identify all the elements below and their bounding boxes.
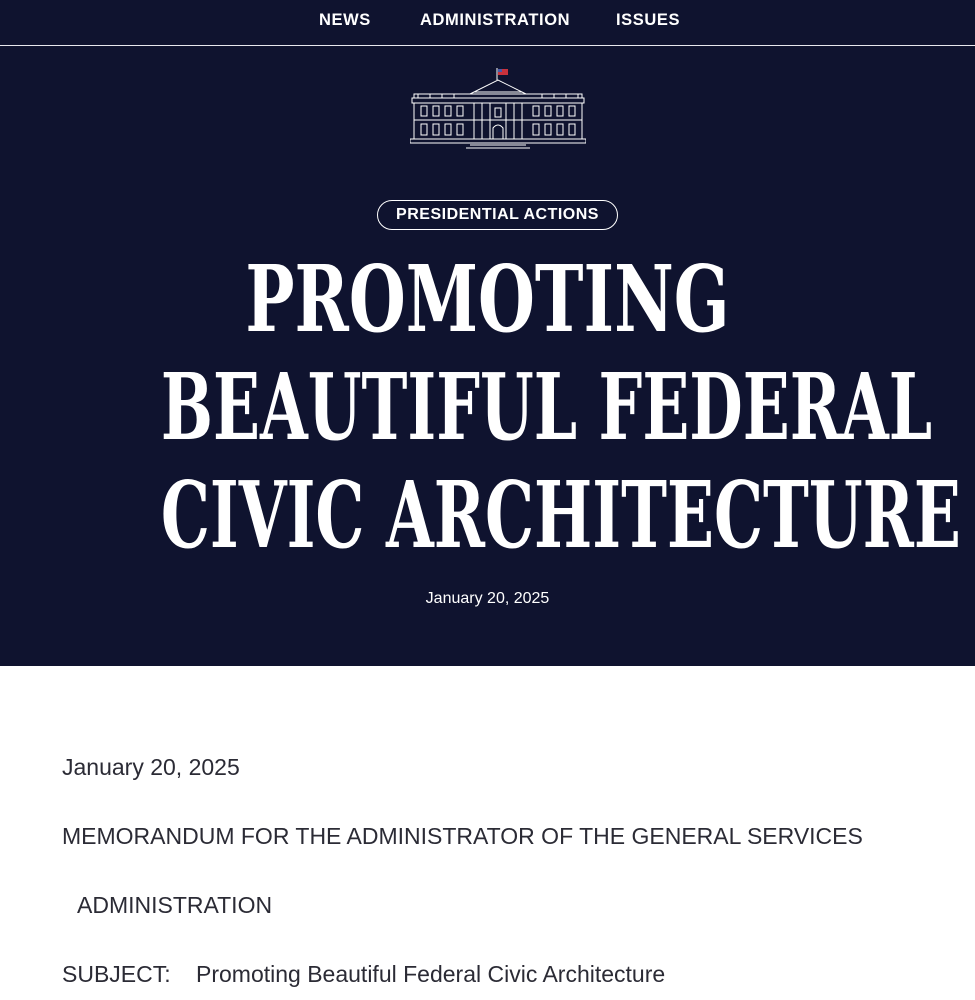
- memo-addressee-line: MEMORANDUM FOR THE ADMINISTRATOR OF THE GENERAL SERVICES: [62, 823, 863, 849]
- white-house-icon[interactable]: [410, 66, 586, 150]
- memo-addressee-line: ADMINISTRATION: [77, 892, 273, 918]
- subject-label: SUBJECT:: [62, 961, 171, 987]
- memo-date: January 20, 2025: [62, 754, 240, 780]
- page-title-line: BEAUTIFUL FEDERAL: [160, 353, 933, 461]
- nav-link-news[interactable]: NEWS: [319, 11, 371, 29]
- page-title-line: PROMOTING: [245, 245, 730, 353]
- nav-link-issues[interactable]: ISSUES: [616, 11, 681, 29]
- subject-value: Promoting Beautiful Federal Civic Architecture: [196, 961, 666, 987]
- article-body: [0, 666, 975, 1000]
- top-navigation: [0, 0, 975, 46]
- page-title-line: CIVIC ARCHITECTURE: [160, 461, 961, 569]
- publish-date: January 20, 2025: [425, 590, 550, 607]
- category-badge-presidential-actions[interactable]: PRESIDENTIAL ACTIONS: [377, 200, 618, 230]
- nav-link-administration[interactable]: ADMINISTRATION: [420, 11, 571, 29]
